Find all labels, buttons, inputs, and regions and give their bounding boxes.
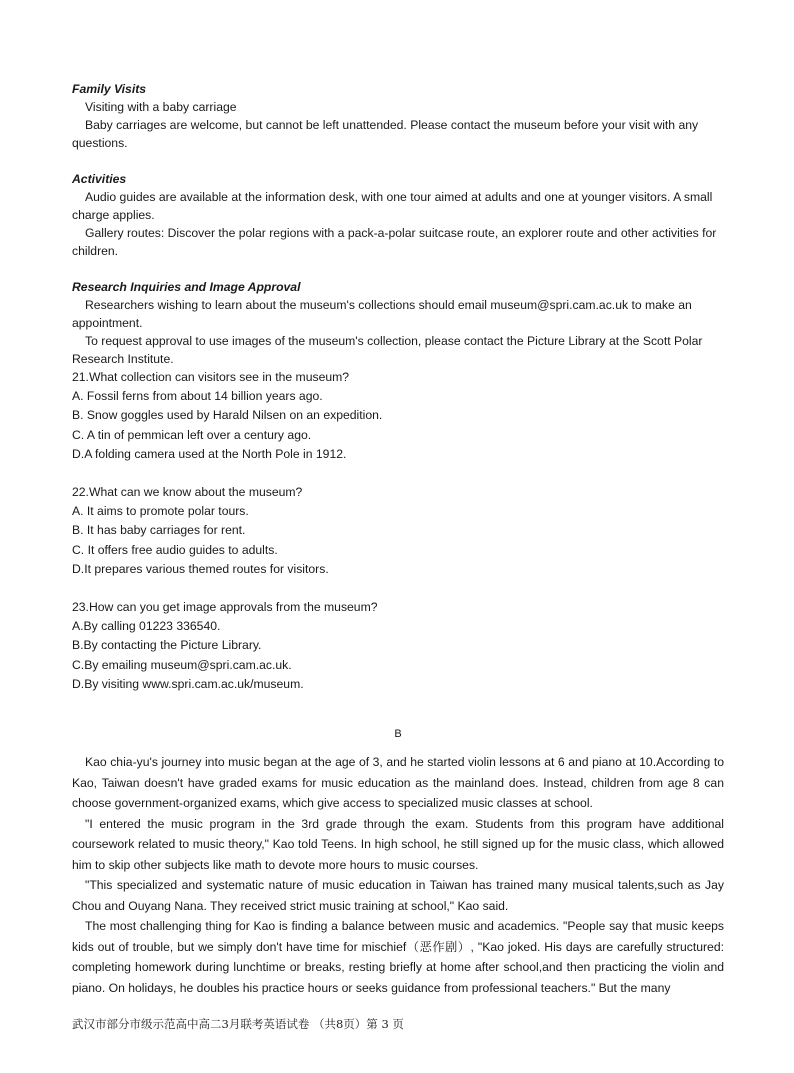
page-footer: 武汉市部分市级示范高中高二3月联考英语试卷 （共8页）第 3 页 xyxy=(72,1017,404,1031)
passage-paragraph-1: Kao chia-yu's journey into music began at the age of 3, and he started violin lessons at 6 and piano at 10.According to Kao, Taiwan doesn't have graded exams for music education as the mainland does. Instead, children from age 8 can choose government-organized exams, which give access to specialized music classes at school. xyxy=(72,755,724,810)
activities-heading: Activities xyxy=(72,172,127,186)
question-stem: 22.What can we know about the museum? xyxy=(72,485,303,500)
page-content xyxy=(72,80,724,995)
family-visits-subheading: Visiting with a baby carriage xyxy=(85,100,237,114)
option-c: C. A tin of pemmican left over a century ago. xyxy=(72,427,312,442)
question-stem: 23.How can you get image approvals from the museum? xyxy=(72,600,378,615)
option-d: D.It prepares various themed routes for visitors. xyxy=(72,561,329,576)
option-c: C.By emailing museum@spri.cam.ac.uk. xyxy=(72,657,292,672)
option-a: A.By calling 01223 336540. xyxy=(72,619,221,634)
research-heading: Research Inquiries and Image Approval xyxy=(72,280,301,294)
question-23 xyxy=(72,598,724,694)
activities-paragraph-routes: Gallery routes: Discover the polar regions with a pack-a-polar suitcase route, an explorer route and other activities for children. xyxy=(72,226,717,258)
research-paragraph-approval: To request approval to use images of the museum's collection, please contact the Picture Library at the Scott Polar Research Institute. xyxy=(72,334,703,366)
passage-paragraph-3: "This specialized and systematic nature of music education in Taiwan has trained many musical talents,such as Jay Chou and Ouyang Nana. They received strict music training at school," Kao said. xyxy=(72,878,724,913)
passage-b xyxy=(72,752,724,998)
option-a: A. It aims to promote polar tours. xyxy=(72,504,249,519)
option-c: C. It offers free audio guides to adults. xyxy=(72,542,278,557)
option-b: B.By contacting the Picture Library. xyxy=(72,638,262,653)
option-d: D.A folding camera used at the North Pole in 1912. xyxy=(72,446,347,461)
research-paragraph-email: Researchers wishing to learn about the museum's collections should email museum@spri.cam.ac.uk to make an appointment. xyxy=(72,298,692,330)
question-21 xyxy=(72,368,724,464)
family-visits-heading: Family Visits xyxy=(72,82,147,96)
option-b: B. It has baby carriages for rent. xyxy=(72,523,246,538)
question-22 xyxy=(72,483,724,579)
question-stem: 21.What collection can visitors see in the museum? xyxy=(72,370,350,384)
section-b-label: B xyxy=(394,728,402,740)
activities-paragraph-audio: Audio guides are available at the information desk, with one tour aimed at adults and one at younger visitors. A small charge applies. xyxy=(72,190,713,222)
family-visits-paragraph: Baby carriages are welcome, but cannot be left unattended. Please contact the museum before your visit with any questions. xyxy=(72,118,699,150)
option-a: A. Fossil ferns from about 14 billion years ago. xyxy=(72,389,323,404)
passage-paragraph-2: "I entered the music program in the 3rd grade through the exam. Students from this program have additional coursework related to music theory," Kao told Teens. In high school, he still signed up for the music class, which allowed him to skip other subjects like math to devote more hours to music courses. xyxy=(72,816,724,872)
option-b: B. Snow goggles used by Harald Nilsen on an expedition. xyxy=(72,408,383,423)
passage-paragraph-4: The most challenging thing for Kao is finding a balance between music and academics. "People say that music keeps kids out of trouble, but we simply don't have time for mischief（恶作剧）, "Kao joked. His days are carefully structured: completing homework during lunchtime or breaks, resting briefly at home after school,and then practicing the violin and piano. On holidays, he doubles his practice hours or seeks guidance from professional teachers." But the many xyxy=(72,919,724,995)
option-d: D.By visiting www.spri.cam.ac.uk/museum. xyxy=(72,676,304,691)
